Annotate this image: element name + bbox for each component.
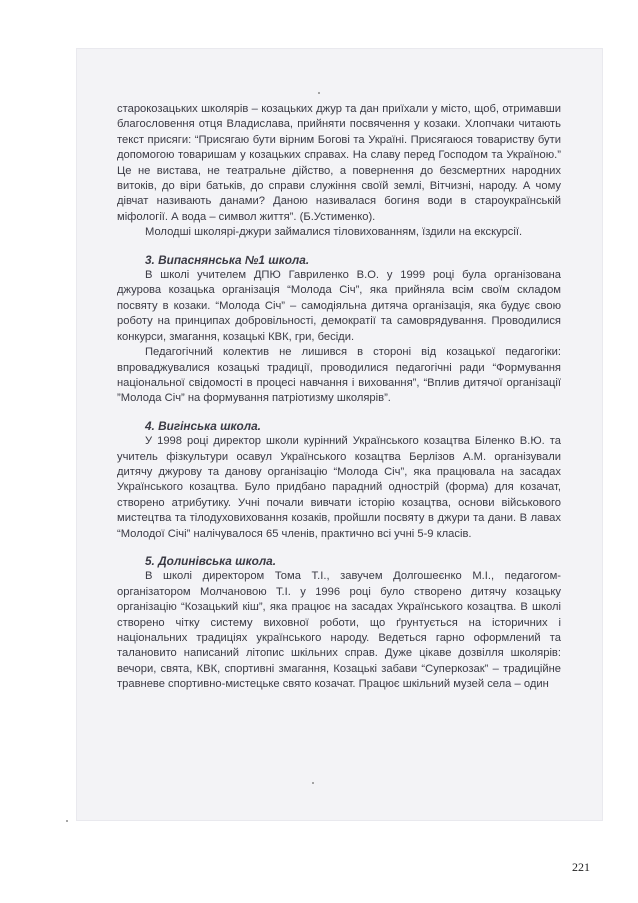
body-text [117,102,561,693]
paragraph: В школі директором Тома Т.І., завучем Долгошеєнко М.І., педагогом-організатором Молчановою Т.І. у 1996 році було створено дитячу козацьку організацію “Козацький кіш”, яка працює на засадах Українського козацтва. В школі створено чітку систему виховної роботи, що ґрунтується на історичних і національних традиціях українського народу. Ведеться гарно оформлений та талановито написаний літопис шкільних справ. Дуже цікаве дозвілля школярів: вечори, свята, КВК, спортивні змагання, Козацькі забави “Суперкозак” – традиційне травневе спортивно-мистецьке свято козачат. Працює шкільний музей села – один [117,570,561,691]
page-number: 221 [572,860,590,874]
paragraph: Молодші школярі-джури займалися тіловихованням, їздили на екскурсії. [145,226,523,239]
scan-speck [66,820,68,822]
scan-speck [312,782,314,784]
paragraph: Педагогічний колектив не лишився в стороні від козацької педагогіки: впроваджувалися козацькі традиції, проводилися педагогічні ради “Формування національної свідомості в процесі навчання і виховання”, “Вплив дитячої організації ”Молода Січ” на формування патріотизму школярів”. [117,346,561,405]
section-heading: 4. Вигінська школа. [145,418,261,433]
section-heading: 5. Долинівська школа. [145,553,276,568]
paragraph: У 1998 році директор школи курінний Українського козацтва Біленко В.Ю. та учитель фізкультури осавул Українського козацтва Берлізов А.М. організували дитячу джурову та данову організацію “Молода Січ”, яка працювала на засадах Українського козацтва. Було придбано парадний однострій (форма) для козачат, створено атрибутику. Учні почали вивчати історію козацтва, основи військового мистецтва та тілодуховиховання козаків, пройшли посвяту в джури та дани. В лавах “Молодої Січі” налічувалося 65 членів, практично всі учні 5-9 класів. [117,435,561,540]
paragraph: старокозацьких школярів – козацьких джур та дан приїхали у місто, щоб, отримавши благословення отця Владислава, прийняти посвячення у козаки. Хлопчаки читають текст присяги: “Присягаю бути вірним Богові та Україні. Присягаюся товариству бути допомогою товаришам у козацьких справах. На славу перед Господом та Україною.” Це не вистава, не театральне дійство, а повернення до безсмертних народних витоків, до віри батьків, до справи служіння своїй землі, Вітчизні, народу. А чому дівчат називають данами? Даною називалася богиня води в староукраїнській міфології. А вода – символ життя”. (Б.Устименко). [117,103,561,223]
section-heading: 3. Випаснянська №1 школа. [145,252,310,267]
paragraph: В школі учителем ДПЮ Гавриленко В.О. у 1999 році була організована джурова козацька організація “Молода Січ”, яка прийняла всім своїм складом посвяту в козаки. “Молода Січ” – самодіяльна дитяча організація, яка будує свою роботу на принципах добровільності, демократії та самоврядування. Проводилися конкурси, змагання, козацькі КВК, гри, бесіди. [117,269,561,343]
scan-speck [318,92,320,94]
